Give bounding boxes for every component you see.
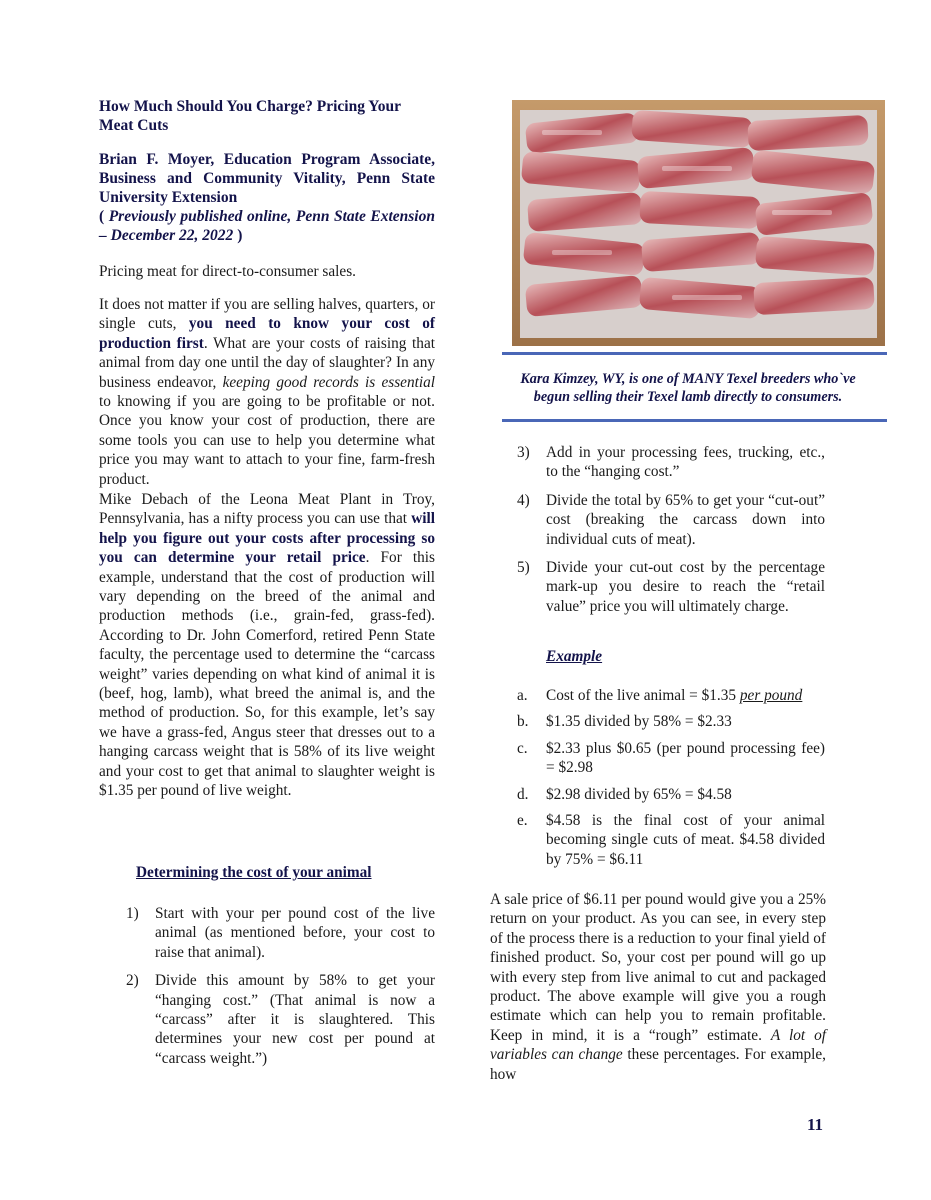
p2-text-a: Mike Debach of the Leona Meat Plant in Troy, Pennsylvania, has a nifty process you can use that bbox=[99, 491, 435, 528]
p2-bold: will help you figure out your costs after processing so you can determine your retail price bbox=[99, 510, 435, 567]
step-text: Divide the total by 65% to get your “cut-out” cost (breaking the carcass down into individual cuts of meat). bbox=[546, 491, 825, 548]
example-heading: Example bbox=[546, 648, 603, 665]
step-text: Start with your per pound cost of the live animal (as mentioned before, your cost to raise that animal). bbox=[155, 905, 435, 961]
step-number: 1) bbox=[126, 905, 139, 922]
closing-text-c: these percentages. For example, how bbox=[490, 1046, 826, 1083]
steps-list-left bbox=[126, 904, 435, 1068]
example-item bbox=[517, 686, 825, 705]
example-item bbox=[517, 785, 825, 804]
step-text: Divide this amount by 58% to get your “hanging cost.” (That animal is now a “carcass” after it is slaughtered. This determines your new cost per pound at “carcass weight.”) bbox=[155, 972, 435, 1067]
step-number: 2) bbox=[126, 972, 139, 990]
intro-paragraph: Pricing meat for direct-to-consumer sales. bbox=[99, 263, 356, 280]
p2-text-c: . For this example, understand that the cost of production will vary depending on the breed of the animal and production methods (i.e., grain-fed, grass-fed). According to Dr. John Comerford, retired Penn State faculty, the percentage used to determine the “carcass weight” varies depending on what kind of animal it is (beef, hog, lamb), what breed the animal is, and the method of production. So, for this example, let’s say we have a grass-fed, Angus steer that dresses out to a hanging carcass weight that is 58% of its live weight and your cost to get that animal to slaughter weight is $1.35 per pound of live weight. bbox=[99, 549, 436, 800]
example-item bbox=[517, 712, 825, 731]
p1-bold: you need to know your cost of production first bbox=[99, 315, 435, 352]
steps-list-right bbox=[517, 443, 825, 616]
example-text: $2.98 divided by 65% = $4.58 bbox=[546, 785, 732, 803]
p1-italic: keeping good records is essential bbox=[222, 373, 435, 391]
step-number: 5) bbox=[517, 559, 530, 577]
step-text: Divide your cut-out cost by the percentage mark-up you desire to reach the “retail value” price you will ultimately charge. bbox=[546, 559, 825, 615]
example-text: $1.35 divided by 58% = $2.33 bbox=[546, 713, 732, 731]
example-item bbox=[517, 811, 825, 869]
paren-close: ) bbox=[233, 227, 243, 244]
step-number: 4) bbox=[517, 491, 530, 509]
example-text: $4.58 is the final cost of your animal becoming single cuts of meat. $4.58 divided by 75% = $6.11 bbox=[546, 812, 825, 868]
step-number: 3) bbox=[517, 444, 530, 461]
example-letter: e. bbox=[517, 812, 528, 830]
step-item bbox=[517, 558, 825, 616]
step-text: Add in your processing fees, trucking, etc., to the “hanging cost.” bbox=[546, 444, 825, 481]
caption-rule-bottom bbox=[502, 419, 887, 422]
example-letter: d. bbox=[517, 785, 529, 803]
caption-rule-top bbox=[502, 352, 887, 355]
paragraph-cost-of-production bbox=[99, 295, 435, 489]
p1-text-c: . What are your costs of raising that animal from day one until the day of slaughter? In any business endeavor, bbox=[99, 334, 435, 391]
example-list bbox=[517, 686, 825, 869]
p1-text-a: It does not matter if you are selling halves, quarters, or single cuts, bbox=[99, 296, 435, 333]
article-title: How Much Should You Charge? Pricing Your Meat Cuts bbox=[99, 98, 401, 134]
example-emphasis: per pound bbox=[739, 687, 803, 704]
photo-image bbox=[512, 100, 885, 346]
photo-packaged-lamb-cuts bbox=[512, 100, 885, 346]
page-number: 11 bbox=[807, 1115, 824, 1134]
p1-text-e: to knowing if you are going to be profitable or not. Once you know your cost of production, there are some tools you can use to help you determine what price you may want to attach to your fine, farm-fresh product. bbox=[99, 393, 435, 488]
example-letter: b. bbox=[517, 713, 529, 731]
closing-text-a: A sale price of $6.11 per pound would give you a 25% return on your product. As you can see, in every step of the process there is a reduction to your final yield of finished product. So, your cost per pound will go up with every step from live animal to cut and packaged product. The above example will give you a rough estimate which can help you to remain profitable. Keep in mind, it is a “rough” estimate. bbox=[490, 891, 827, 1044]
step-item bbox=[126, 904, 435, 962]
example-item bbox=[517, 739, 825, 778]
example-letter: a. bbox=[517, 687, 528, 704]
step-item bbox=[517, 443, 825, 482]
photo-caption: Kara Kimzey, WY, is one of MANY Texel breeders who`ve begun selling their Texel lamb directly to consumers. bbox=[520, 371, 856, 405]
publication-note: Previously published online, Penn State Extension – December 22, 2022 bbox=[99, 208, 435, 244]
example-text: Cost of the live animal = $1.35 bbox=[546, 687, 740, 704]
section-heading: Determining the cost of your animal bbox=[136, 864, 372, 881]
example-letter: c. bbox=[517, 739, 528, 757]
author-line: Brian F. Moyer, Education Program Associate, Business and Community Vitality, Penn State University Extension bbox=[99, 151, 435, 206]
closing-italic: A lot of variables can change bbox=[490, 1026, 826, 1064]
step-item bbox=[126, 971, 435, 1068]
byline bbox=[99, 150, 435, 245]
example-text: $2.33 plus $0.65 (per pound processing fee) = $2.98 bbox=[546, 739, 825, 777]
paren-open: ( bbox=[99, 208, 109, 225]
paragraph-debach-process bbox=[99, 490, 435, 801]
closing-paragraph bbox=[490, 890, 826, 1084]
step-item bbox=[517, 491, 825, 549]
